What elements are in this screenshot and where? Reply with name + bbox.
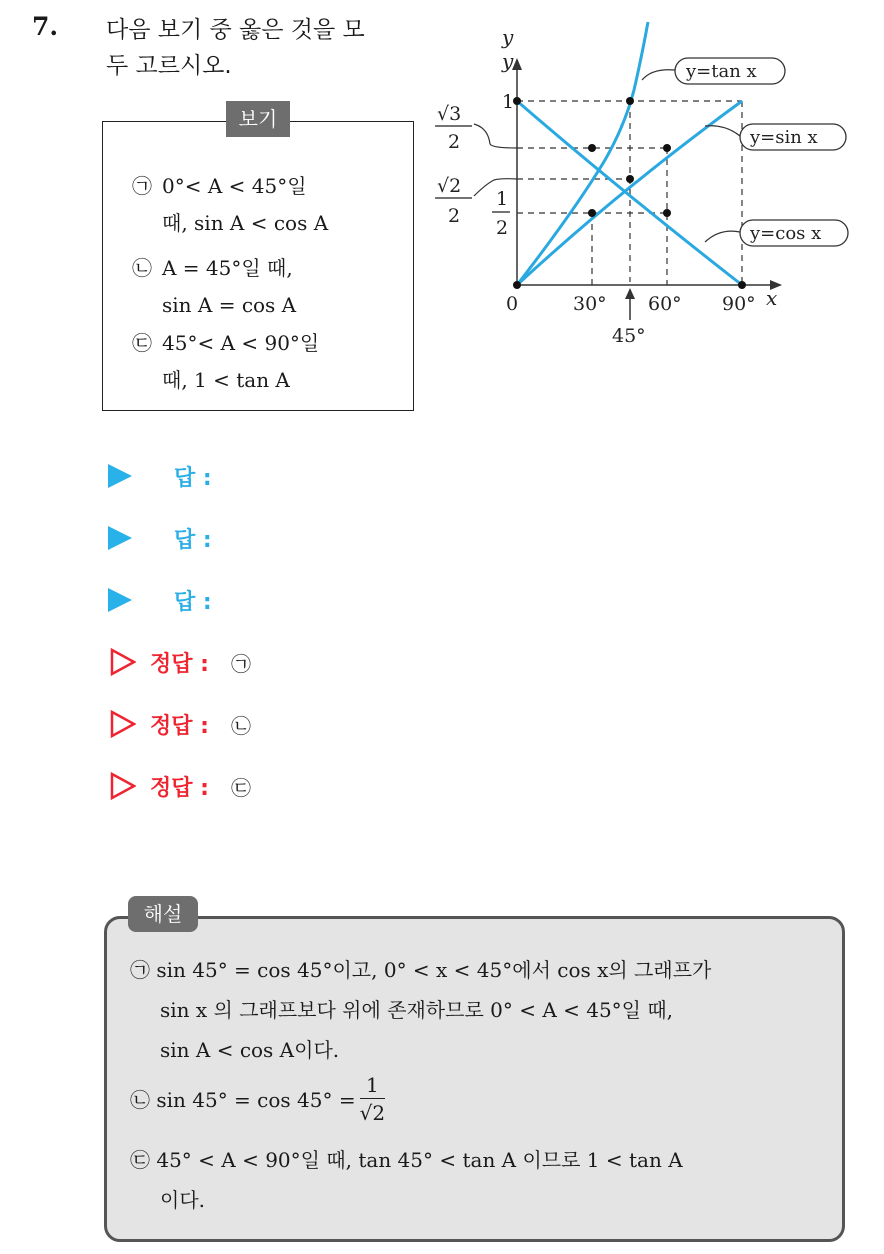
x-axis-label: x [766, 286, 778, 310]
bogi-marker: ㉡ [132, 256, 152, 280]
answer-row[interactable] [108, 582, 212, 618]
arrow-45-head [625, 288, 635, 299]
cos-curve-label: y=cos x [750, 223, 822, 244]
point [513, 281, 521, 289]
bogi-item-c [132, 325, 402, 399]
bogi-item-b [132, 250, 402, 324]
bogi-item-a [132, 168, 402, 242]
sin-curve-label: y=sin x [750, 127, 818, 148]
outline-triangle-icon [110, 772, 136, 800]
question-text [106, 12, 406, 84]
point [626, 175, 634, 183]
cos-label-pointer [705, 231, 740, 242]
correct-answer-value: ㉡ [230, 713, 251, 738]
answer-arrow-icon [108, 526, 132, 550]
outline-triangle-icon [110, 648, 136, 676]
y-tick-half-den: 2 [496, 217, 509, 239]
point [588, 144, 596, 152]
bogi-item-line2: 때, 1 < tan A [162, 368, 290, 392]
point [626, 97, 634, 105]
tan-curve [517, 22, 648, 285]
explanation-b-prefix: ㉡ sin 45° = cos 45° = [130, 1087, 356, 1112]
bogi-item-line1: 45°< A < 90°일 [162, 331, 320, 355]
bogi-item-line1: 0°< A < 45°일 [162, 174, 307, 198]
x-mark-45: 45° [612, 325, 646, 347]
bogi-marker: ㉠ [132, 174, 152, 198]
y-tick-sqrt3-num: √3 [437, 103, 462, 125]
outline-triangle-icon [110, 710, 136, 738]
y-tick-sqrt3-den: 2 [448, 131, 461, 153]
sqrt3-connector [474, 124, 517, 148]
question-number: 7. [32, 12, 59, 41]
answer-label: 답 : [174, 465, 212, 491]
fraction-numerator: 1 [360, 1072, 385, 1099]
answer-arrow-icon [108, 588, 132, 612]
explanation-a-line2: sin x 의 그래프보다 위에 존재하므로 0° < A < 45°일 때, [160, 998, 674, 1022]
explanation-a-line1: ㉠ sin 45° = cos 45°이고, 0° < x < 45°에서 cos x의 그래프가 [130, 958, 712, 982]
trig-graph [420, 20, 860, 360]
correct-answer-row [110, 706, 251, 742]
correct-answer-label: 정답 : [150, 775, 209, 801]
answer-row[interactable] [108, 458, 212, 494]
answer-label: 답 : [174, 527, 212, 553]
y-axis-label: y [502, 49, 514, 73]
question-text-line2: 두 고르시오. [106, 53, 232, 79]
bogi-marker: ㉢ [132, 331, 152, 355]
y-tick-half-num: 1 [496, 188, 509, 210]
explanation-b-fraction [360, 1072, 385, 1127]
point [663, 209, 671, 217]
y-axis-arrow [512, 58, 522, 70]
correct-answer-row [110, 768, 251, 804]
tan-curve-label: y=tan x [686, 61, 757, 82]
y-tick-sqrt2-den: 2 [448, 205, 461, 227]
x-tick-30: 30° [573, 293, 607, 315]
explanation-a-line3: sin A < cos A이다. [160, 1038, 340, 1062]
bogi-item-line1: A = 45°일 때, [162, 256, 293, 280]
question-text-line1: 다음 보기 중 옳은 것을 모 [106, 17, 365, 43]
explanation-label: 해설 [128, 896, 198, 932]
bogi-item-line2: 때, sin A < cos A [162, 211, 329, 235]
x-tick-0: 0 [506, 293, 519, 315]
explanation-b [130, 1072, 389, 1127]
tan-label-pointer [642, 70, 675, 80]
y-tick-1: 1 [502, 91, 515, 113]
point [663, 144, 671, 152]
correct-answer-label: 정답 : [150, 651, 209, 677]
explanation-c-line1: ㉢ 45° < A < 90°일 때, tan 45° < tan A 이므로 1 < tan A [130, 1148, 683, 1172]
fraction-denominator: √2 [359, 1101, 386, 1125]
point [513, 97, 521, 105]
answer-row[interactable] [108, 520, 212, 556]
answer-arrow-icon [108, 464, 132, 488]
point [738, 281, 746, 289]
answer-label: 답 : [174, 589, 212, 615]
correct-answer-label: 정답 : [150, 713, 209, 739]
point [588, 209, 596, 217]
bogi-item-line2: sin A = cos A [162, 293, 297, 317]
explanation-c-line2: 이다. [160, 1188, 205, 1212]
y-axis-label: y [502, 25, 514, 49]
correct-answer-row [110, 644, 251, 680]
x-tick-60: 60° [648, 293, 682, 315]
bogi-label: 보기 [226, 101, 290, 137]
correct-answer-value: ㉠ [230, 651, 251, 676]
y-tick-sqrt2-num: √2 [437, 175, 462, 197]
sin-label-pointer [705, 126, 740, 136]
x-tick-90: 90° [722, 293, 756, 315]
correct-answer-value: ㉢ [230, 775, 251, 800]
